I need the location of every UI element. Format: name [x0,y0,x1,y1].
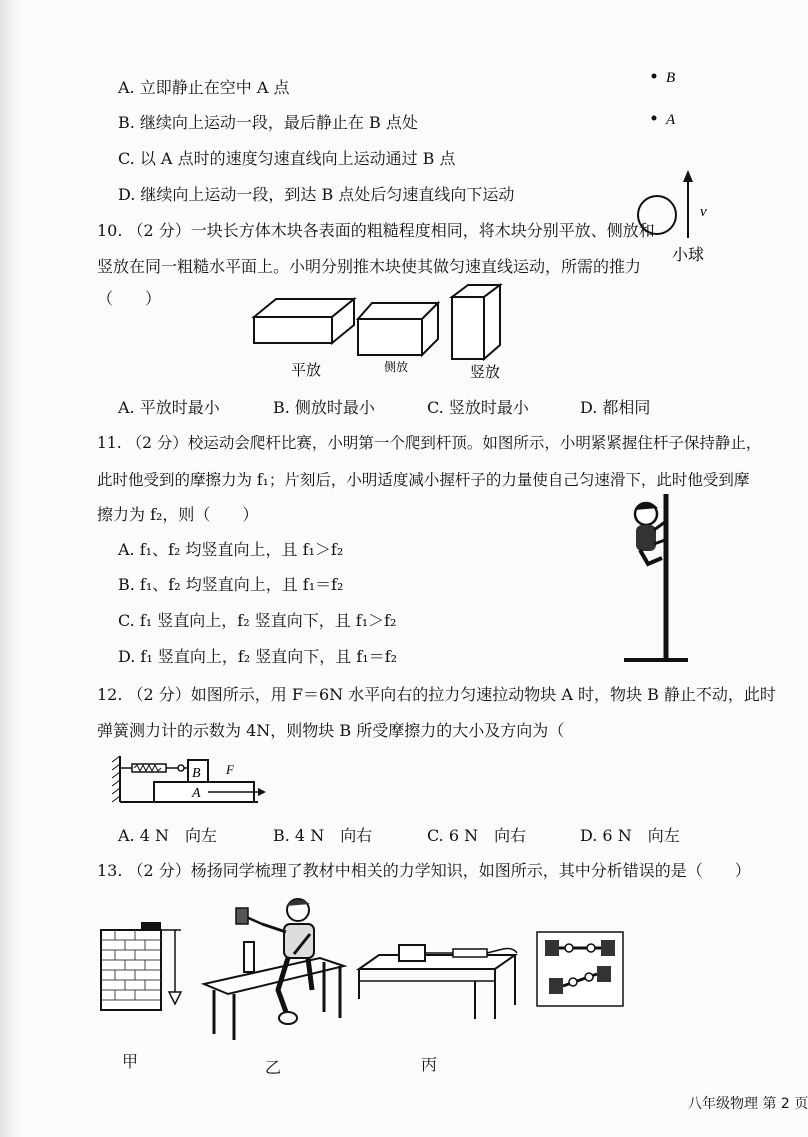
plumb-bob [169,992,181,1004]
hammer [236,908,262,924]
table [359,955,515,1019]
velocity-label: v [700,204,707,220]
spring-scale [120,764,188,772]
pulling-hand [487,949,517,954]
block-b-label: B [192,766,201,781]
q12-option-a: A. 4 N 向左 [118,826,217,845]
plumb-top [141,922,161,930]
q12-stem-line-1: 12. （2 分）如图所示，用 F＝6N 水平向右的拉力匀速拉动物块 A 时，物块 B 静止不动，此时 [97,685,776,704]
q11-stem-line-3: 擦力为 f₂，则（ ） [97,505,259,524]
spring-scale [453,949,487,957]
q13-stem: 13. （2 分）杨扬同学梳理了教材中相关的力学知识，如图所示，其中分析错误的是（ ） [97,861,751,880]
label-side: 侧放 [384,360,409,374]
q10-option-d: D. 都相同 [580,398,651,417]
q11-stem-line-2: 此时他受到的摩擦力为 f₁；片刻后，小明适度减小握杆子的力量使自己匀速滑下，此时他受到摩 [97,471,750,489]
q13-figure-ding [535,930,625,1010]
q10-stem-line-3: （ ） [97,289,162,308]
label-upright: 竖放 [470,363,501,381]
q12-option-c: C. 6 N 向右 [427,826,527,845]
q12-stem-line-2: 弹簧测力计的示数为 4N，则物块 B 所受摩擦力的大小及方向为（ [97,721,565,740]
q9-option-c: C. 以 A 点时的速度匀速直线向上运动通过 B 点 [118,149,456,168]
q10-option-b: B. 侧放时最小 [273,398,375,417]
q12-option-b: B. 4 N 向右 [273,826,373,845]
side-block [358,303,438,355]
q11-option-d: D. f₁ 竖直向上，f₂ 竖直向下，且 f₁＝f₂ [118,647,398,666]
scan-shadow [0,0,18,1137]
q11-pole-climber-figure [618,492,698,666]
q10-blocks-figure [246,283,526,383]
q10-stem-line-1: 10. （2 分）一块长方体木块各表面的粗糙程度相同，将木块分别平放、侧放和 [97,221,655,240]
point-a-label: A [666,112,676,128]
worker [262,899,314,1024]
q13-label-yi: 乙 [265,1058,282,1077]
q9-option-d: D. 继续向上运动一段，到达 B 点处后匀速直线向下运动 [118,185,515,204]
q13-label-bing: 丙 [421,1055,438,1074]
q13-figure-bing [355,935,525,1025]
q10-stem-line-2: 竖放在同一粗糙水平面上。小明分别推木块使其做匀速直线运动，所需的推力 [97,257,642,276]
wooden-block [399,945,425,961]
climber-boy [635,502,665,564]
q11-option-c: C. f₁ 竖直向上，f₂ 竖直向下，且 f₁＞f₂ [118,611,397,630]
point-a-dot [652,116,657,121]
force-arrow-head [258,788,266,796]
ball-caption: 小球 [672,245,705,264]
q11-option-a: A. f₁、f₂ 均竖直向上，且 f₁＞f₂ [118,540,344,559]
q9-ball-figure [630,168,740,268]
q12-option-d: D. 6 N 向左 [580,826,680,845]
label-flat: 平放 [291,361,322,379]
q9-option-b: B. 继续向上运动一段，最后静止在 B 点处 [118,113,418,132]
q13-figure-jia [95,900,195,1020]
force-label: F [226,762,234,777]
workpiece [244,942,254,972]
q11-option-b: B. f₁、f₂ 均竖直向上，且 f₁＝f₂ [118,575,344,594]
flat-block [254,299,354,343]
upright-block [452,285,500,359]
block-a-label: A [192,786,201,801]
q10-option-a: A. 平放时最小 [118,398,220,417]
q13-label-jia: 甲 [122,1052,139,1071]
velocity-arrow-head [683,170,693,182]
point-b-label: B [666,70,676,86]
q11-stem-line-1: 11. （2 分）校运动会爬杆比赛，小明第一个爬到杆顶。如图所示，小明紧紧握住杆子保持静止， [97,434,762,452]
page-footer: 八年级物理 第 2 页 [688,1096,808,1112]
q9-option-a: A. 立即静止在空中 A 点 [118,78,290,97]
point-b-dot [652,74,657,79]
q12-spring-figure [108,752,268,808]
q13-figure-yi [200,894,350,1044]
q9-points-figure [640,62,690,132]
bench [204,958,344,1040]
q10-option-c: C. 竖放时最小 [427,398,529,417]
